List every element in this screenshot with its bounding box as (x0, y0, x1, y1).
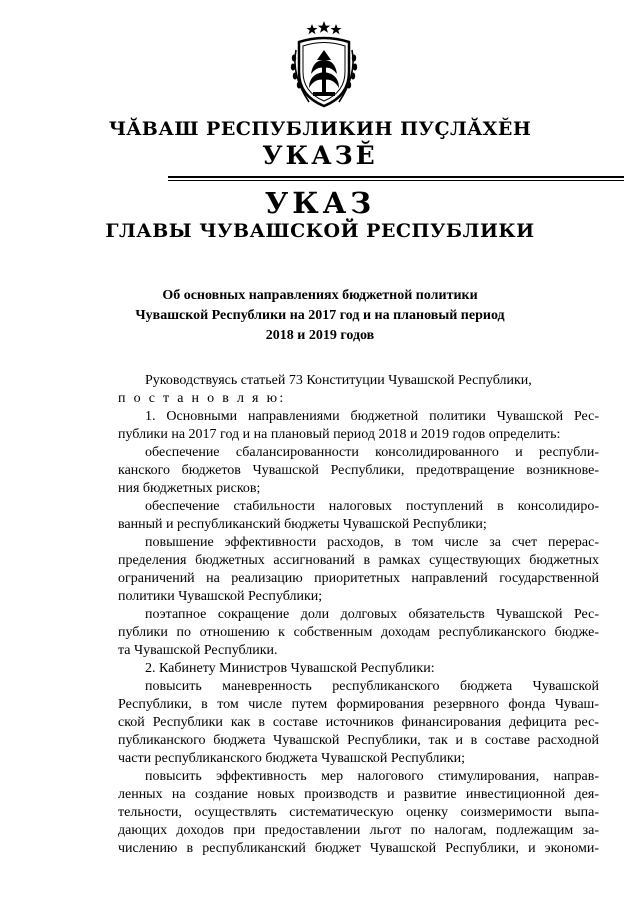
document-body (118, 372, 599, 858)
text-line: обеспечение стабильности налоговых поступлений в консолидиро- (145, 499, 599, 514)
text-line: повысить маневренность республиканского бюджета Чувашской (145, 679, 599, 694)
title-line: 2018 и 2019 годов (265, 328, 375, 343)
text-line: числению в республиканский бюджет Чувашской Республики, и экономи- (118, 841, 599, 856)
title-line: Об основных направлениях бюджетной политики (162, 288, 478, 303)
chuvash-emblem-icon (287, 20, 361, 112)
paragraph (118, 678, 599, 768)
text-line: публиканского бюджета Чувашской Республики, так и в составе расходной (118, 733, 599, 748)
header-rule-thick (168, 176, 624, 178)
text-line: повысить эффективность мер налогового стимулирования, направ- (145, 769, 599, 784)
chuvash-republic-heading: ЧĂВАШ РЕСПУБЛИКИН ПУÇЛĂХĔН (108, 118, 532, 140)
paragraph (118, 606, 599, 660)
text-line: повышение эффективности расходов, в том числе за счет перерас- (145, 535, 599, 550)
text-line: дающих доходов при предоставлении льгот по налогам, подлежащим за- (118, 823, 599, 838)
text-line: Республики, в том числе путем формирования резервного фонда Чуваш- (118, 697, 599, 712)
text-line: пределения бюджетных ассигнований в рамках существующих бюджетных (118, 553, 599, 568)
text-line: публики на 2017 год и на плановый период 2018 и 2019 годов определить: (118, 427, 561, 442)
text-line: канского бюджетов Чувашской Республики, предотвращение возникнове- (118, 463, 599, 478)
text-line: п о с т а н о в л я ю: (118, 391, 286, 406)
text-line: ванный и республиканский бюджеты Чувашской Республики; (118, 517, 487, 532)
text-line: публики по отношению к собственным доходам республиканского бюдже- (118, 625, 599, 640)
text-line: та Чувашской Республики. (118, 643, 278, 658)
text-line: 1. Основными направлениями бюджетной политики Чувашской Рес- (145, 409, 599, 424)
paragraph (118, 768, 599, 858)
text-line: обеспечение сбалансированности консолидированного и республи- (145, 445, 599, 460)
document-title (60, 286, 580, 346)
title-line: Чувашской Республики на 2017 год и на плановый период (135, 308, 505, 323)
chuvash-decree-heading: УКАЗĔ (262, 141, 378, 170)
text-line: 2. Кабинету Министров Чувашской Республики: (145, 661, 435, 676)
paragraph (118, 390, 599, 408)
text-line: ограничений на реализацию приоритетных направлений государственной (118, 571, 599, 586)
text-line: политики Чувашской Республики; (118, 589, 323, 604)
text-line: ской Республики как в составе источников финансирования дефицита рес- (118, 715, 599, 730)
decree-heading: УКАЗ (264, 186, 376, 220)
text-line: поэтапное сокращение доли долговых обязательств Чувашской Рес- (145, 607, 599, 622)
paragraph (118, 444, 599, 498)
paragraph (118, 660, 599, 678)
head-of-republic-heading: ГЛАВЫ ЧУВАШСКОЙ РЕСПУБЛИКИ (105, 220, 535, 242)
text-line: ния бюджетных рисков; (118, 481, 261, 496)
paragraph (118, 372, 599, 390)
text-line: части республиканского бюджета Чувашской Республики; (118, 751, 466, 766)
paragraph (118, 534, 599, 606)
text-line: тельности, осуществлять систематическую оценку соизмеримости выпа- (118, 805, 599, 820)
text-line: Руководствуясь статьей 73 Конституции Чувашской Республики, (145, 373, 532, 388)
paragraph (118, 408, 599, 444)
paragraph (118, 498, 599, 534)
text-line: ленных на создание новых производств и развитие инвестиционной дея- (118, 787, 599, 802)
header-rule-thin (168, 180, 624, 181)
